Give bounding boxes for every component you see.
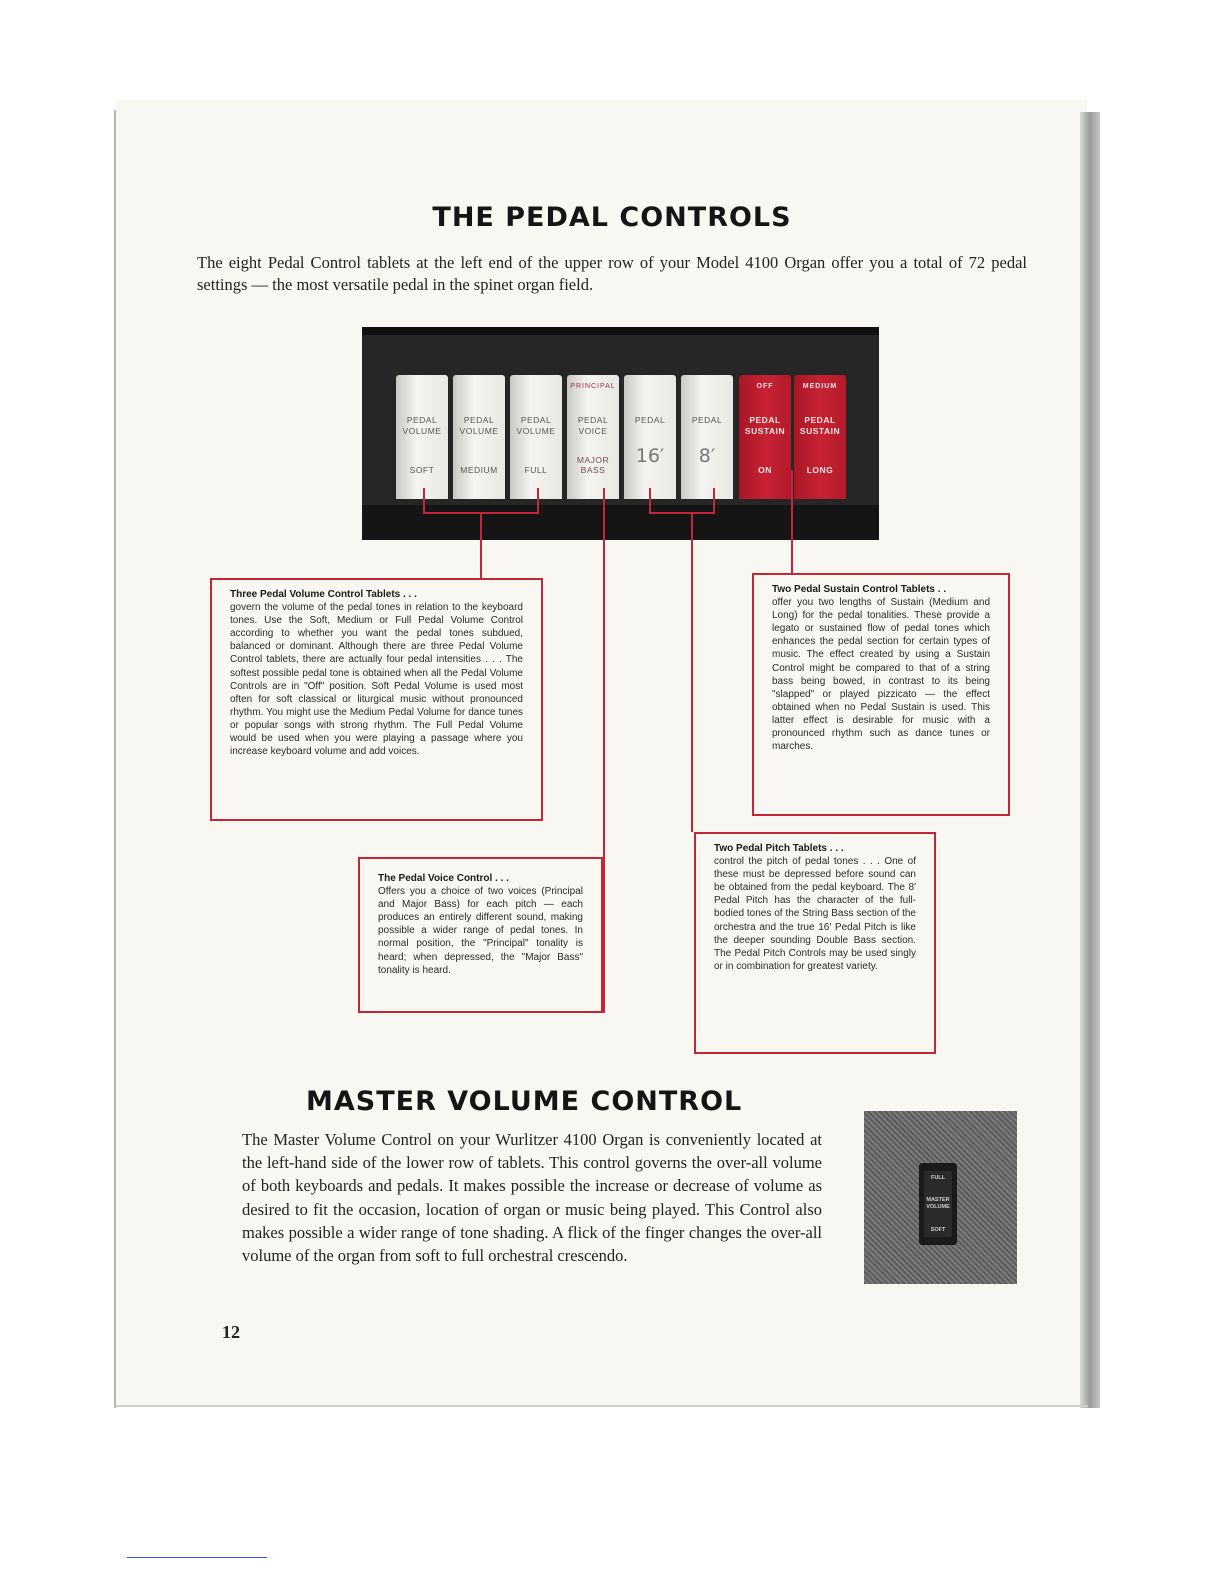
switch-label: MASTER VOLUME [926,1197,950,1210]
tablet-label: PEDAL VOLUME [459,415,499,436]
tablet-pedal-volume-full[interactable] [510,375,562,499]
tablet-setting-label: FULL [524,465,548,475]
master-volume-paragraph: The Master Volume Control on your Wurlitzer 4100 Organ is conveniently located at the left-hand side of the lower row of tablets. This control governs the over-all volume of both keyboards and pedals. It makes possible the increase or decrease of volume as desired to fit the occasion, location of organ or music being played. This Control also makes possible a wider range of tone shading. A flick of the finger changes the over-all volume of the organ from soft to full orchestral crescendo. [242,1130,822,1266]
tablet-setting-label: MAJOR BASS [576,455,610,475]
callout-text: govern the volume of the pedal tones in relation to the keyboard tones. Use the Soft, Medium or Full Pedal Volume Control according to whether you want the pedal tones subdued, balanced or dominant. Although there are three Pedal Volume Control tablets, there are actually four pedal intensities . . . The softest possible pedal tone is obtained when all the Pedal Volume Controls are in "Off" position. Soft Pedal Volume is used most often for soft classical or liturgical music without pronounced rhythm. You might use the Medium Pedal Volume for dance tunes or popular songs with strong rhythm. The Full Pedal Volume would be used when you were playing a passage where you increase keyboard volume and add voices. [230,602,523,758]
panel-rail [362,505,879,540]
callout-heading: Two Pedal Sustain Control Tablets . . [772,584,947,595]
tablet-label: PEDAL VOLUME [516,415,556,436]
page-number: 12 [222,1322,240,1342]
master-volume-heading: MASTER VOLUME CONTROL [306,1086,743,1117]
callout-text: offer you two lengths of Sustain (Medium and Long) for the pedal tonalities. These provide a legato or sustained flow of pedal tones which enhances the pedal section for certain types of music. The effect created by using a Sustain Control might be compared to that of a string bass being bowed, in contrast to its being "slapped" or played pizzicato — the effect obtained when no Pedal Sustain is used. This latter effect is desirable for music with a pronounced rhythm such as dance tunes or marches. [772,597,990,753]
callout-pedal-pitch [694,832,936,1054]
page-edge-shadow [1080,112,1100,1408]
tablet-top-label: OFF [756,383,774,390]
page-left-edge [114,110,116,1408]
tablet-pedal-volume-soft[interactable] [396,375,448,499]
tablet-label: PEDAL [634,415,666,425]
callout-text: control the pitch of pedal tones . . . One of these must be depressed before sound can be obtained from the pedal keyboard. The 8′ Pedal Pitch has the character of the full-bodied tones of the String Bass section of the orchestra and the true 16′ Pedal Pitch is like the deeper sounding Double Bass section. The Pedal Pitch Controls may be used singly or in combination for greatest variety. [714,856,916,972]
callout-pedal-voice [358,857,603,1013]
callout-heading: Two Pedal Pitch Tablets . . . [714,843,844,854]
tablet-top-label: PRINCIPAL [570,383,616,390]
callout-pedal-sustain [752,573,1010,816]
master-volume-tablet[interactable] [924,1171,952,1237]
tablet-label: PEDAL VOICE [577,415,609,436]
tablet-top-label: MEDIUM [802,383,838,390]
page-title: THE PEDAL CONTROLS [432,202,792,233]
tablet-label: PEDAL SUSTAIN [799,415,841,436]
callout-heading: Three Pedal Volume Control Tablets . . . [230,589,417,600]
tablet-setting-label: ON [758,465,772,475]
footnote-rule [127,1557,267,1558]
tablet-pitch-label: 16′ [635,445,665,467]
switch-top-label: FULL [930,1175,946,1181]
tablet-label: PEDAL VOLUME [402,415,442,436]
master-volume-photo [864,1111,1017,1284]
switch-bottom-label: SOFT [930,1227,946,1233]
tablet-setting-label: MEDIUM [460,465,498,475]
tablet-pedal-8[interactable] [681,375,733,499]
pedal-control-panel [362,327,879,540]
tablet-pedal-sustain-medium[interactable] [739,375,791,499]
callout-heading: The Pedal Voice Control . . . [378,873,509,884]
tablet-pitch-label: 8′ [698,445,716,467]
intro-paragraph: The eight Pedal Control tablets at the left end of the upper row of your Model 4100 Organ offer you a total of 72 pedal settings — the most versatile pedal in the spinet organ field. [197,253,1027,294]
tablet-pedal-voice[interactable] [567,375,619,499]
tablet-setting-label: LONG [806,465,834,475]
tablet-label: PEDAL [691,415,723,425]
tablet-pedal-16[interactable] [624,375,676,499]
tablet-pedal-volume-medium[interactable] [453,375,505,499]
callout-pedal-volume [210,578,543,821]
tablet-setting-label: SOFT [409,465,435,475]
callout-text: Offers you a choice of two voices (Principal and Major Bass) for each pitch — each produces an entirely different sound, making possible a wider range of pedal tones. In normal position, the "Principal" tonality is heard; when depressed, the "Major Bass" tonality is heard. [378,886,583,976]
page-bottom-edge [116,1405,1088,1407]
tablet-label: PEDAL SUSTAIN [744,415,786,436]
master-volume-switch[interactable] [919,1163,957,1245]
tablet-pedal-sustain-long[interactable] [794,375,846,499]
